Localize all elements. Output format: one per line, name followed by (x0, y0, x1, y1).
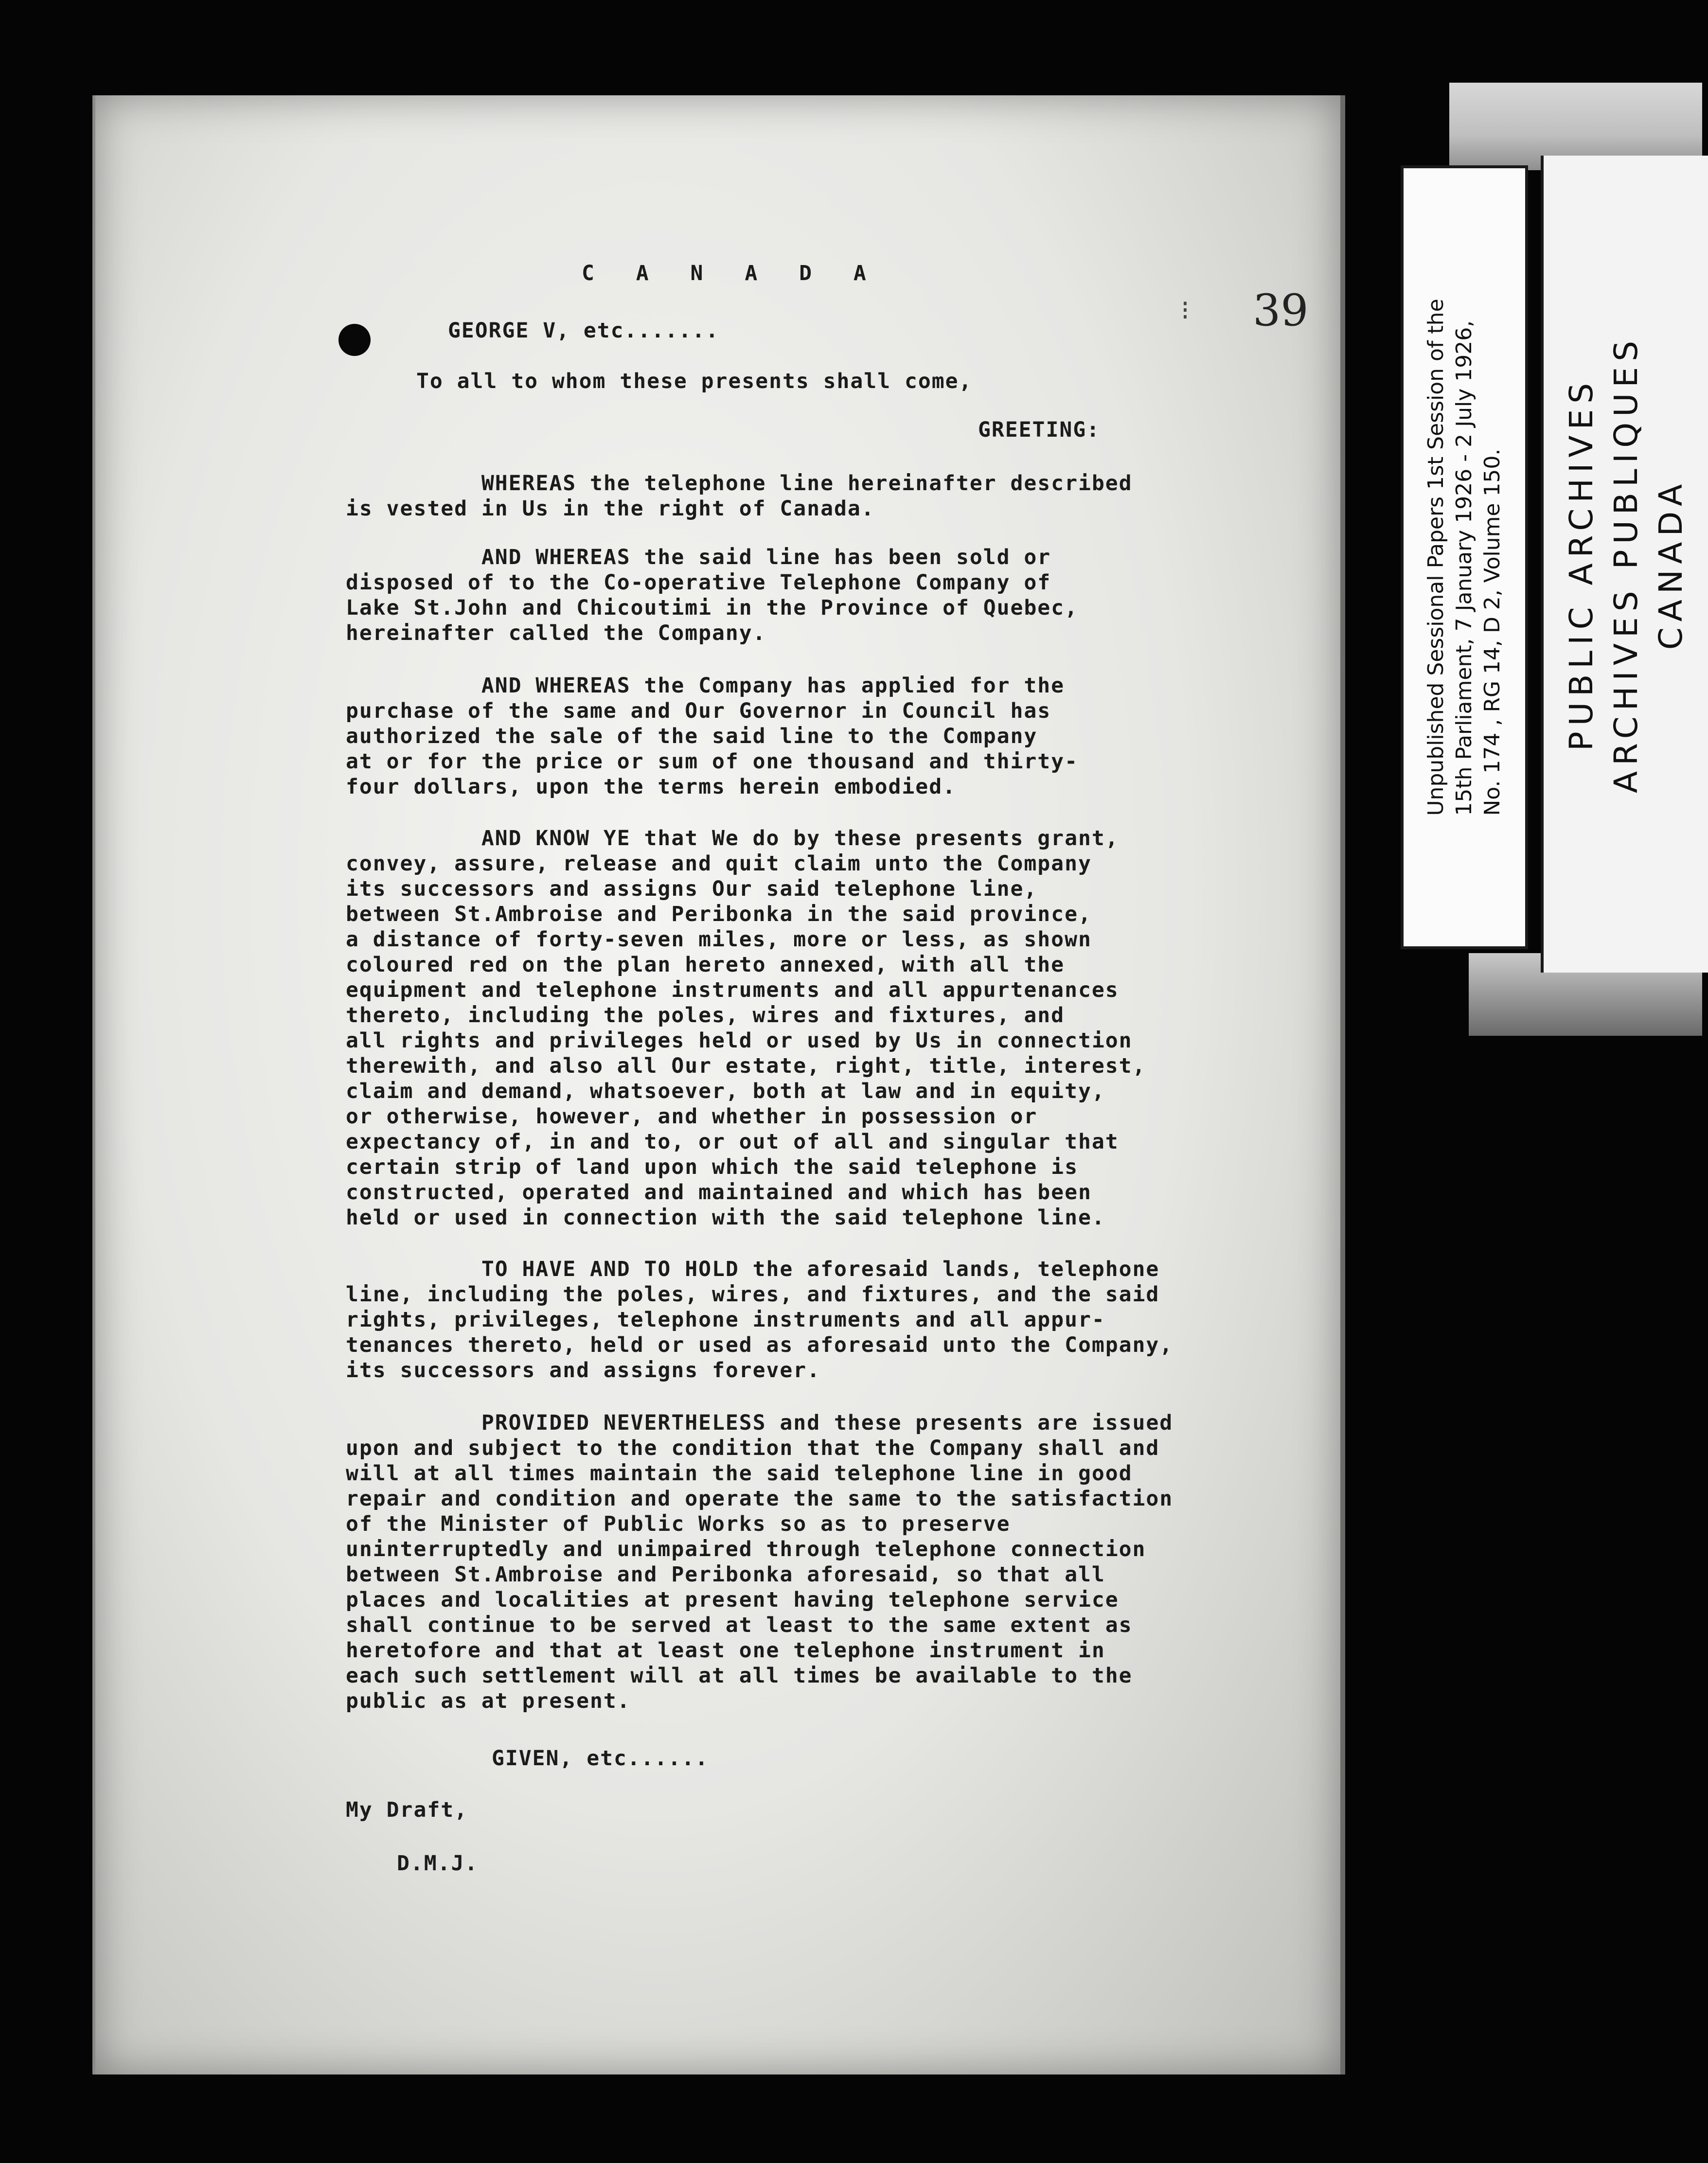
greeting: GREETING: (978, 418, 1100, 442)
archive-stamp-text (1559, 335, 1693, 793)
stamp-line-2: ARCHIVES PUBLIQUES (1607, 335, 1645, 794)
citation-line-2: 15th Parliament, 7 January 1926 - 2 July 1926, (1452, 320, 1477, 816)
document-page (92, 95, 1345, 2074)
stamp-line-3: CANADA (1652, 478, 1690, 650)
paragraph-habendum: TO HAVE AND TO HOLD the aforesaid lands, telephone line, including the poles, wires, and fixtures, and the said rights, privileges, telephone instruments and all appur- tenances thereto, held or used as aforesaid unto the Company, its successors and assigns forever. (346, 1257, 1174, 1383)
given-line: GIVEN, etc...... (492, 1746, 709, 1771)
initials: D.M.J. (397, 1851, 479, 1876)
archive-citation-text (1422, 299, 1507, 816)
page-number: 39 (1253, 285, 1309, 336)
paragraph-and-whereas-applied: AND WHEREAS the Company has applied for the purchase of the same and Our Governor in Council has authorized the sale of the said line to the Company at or for the price or sum of one thousand and thirty- four dollars, upon the terms herein embodied. (346, 674, 1078, 799)
paragraph-know-ye: AND KNOW YE that We do by these presents grant, convey, assure, release and quit claim unto the Company its successors and assigns Our said telephone line, between St.Ambroise and Peribonka in the said province, a distance of forty-seven miles, more or less, as shown coloured red on the plan hereto annexed, with all the equipment and telephone instruments and all appurtenances thereto, including the poles, wires and fixtures, and all rights and privileges held or used by Us in connection therewith, and also all Our estate, right, title, interest, claim and demand, whatsoever, both at law and in equity, or otherwise, however, and whether in possession or expectancy of, in and to, or out of all and singular that certain strip of land upon which the said telephone is constructed, operated and maintained and which has been held or used in connection with the said telephone line. (346, 826, 1146, 1230)
archive-citation-label (1401, 165, 1528, 949)
paragraph-and-whereas-sold: AND WHEREAS the said line has been sold or disposed of to the Co-operative Telephone Company of Lake St.John and Chicoutimi in the Province of Quebec, hereinafter called the Company. (346, 545, 1078, 645)
stamp-line-1: PUBLIC ARCHIVES (1563, 377, 1600, 751)
punch-hole (338, 324, 371, 356)
citation-line-1: Unpublished Sessional Papers 1st Session of the (1423, 299, 1448, 816)
paragraph-whereas: WHEREAS the telephone line hereinafter described is vested in Us in the right of Canada. (346, 471, 1133, 521)
paragraph-proviso: PROVIDED NEVERTHELESS and these presents are issued upon and subject to the condition that the Company shall and will at all times maintain the said telephone line in good repair and condition and operate the same to the satisfaction of the Minister of Public Works so as to preserve uninterruptedly and unimpaired through telephone connection between St.Ambroise and Peribonka aforesaid, so that all places and localities at present having telephone service shall continue to be served at least to the same extent as heretofore and that at least one telephone instrument in each such settlement will at all times be available to the public as at present. (346, 1411, 1174, 1713)
document-title: C A N A D A (582, 261, 881, 285)
draft-line: My Draft, (346, 1798, 468, 1822)
citation-line-3: No. 174 , RG 14, D 2, Volume 150. (1480, 448, 1505, 816)
address-line: To all to whom these presents shall come, (416, 369, 973, 393)
sovereign-line: GEORGE V, etc....... (448, 319, 719, 343)
page-mark: ⁝ (1181, 295, 1190, 326)
archive-stamp-label (1541, 156, 1708, 973)
